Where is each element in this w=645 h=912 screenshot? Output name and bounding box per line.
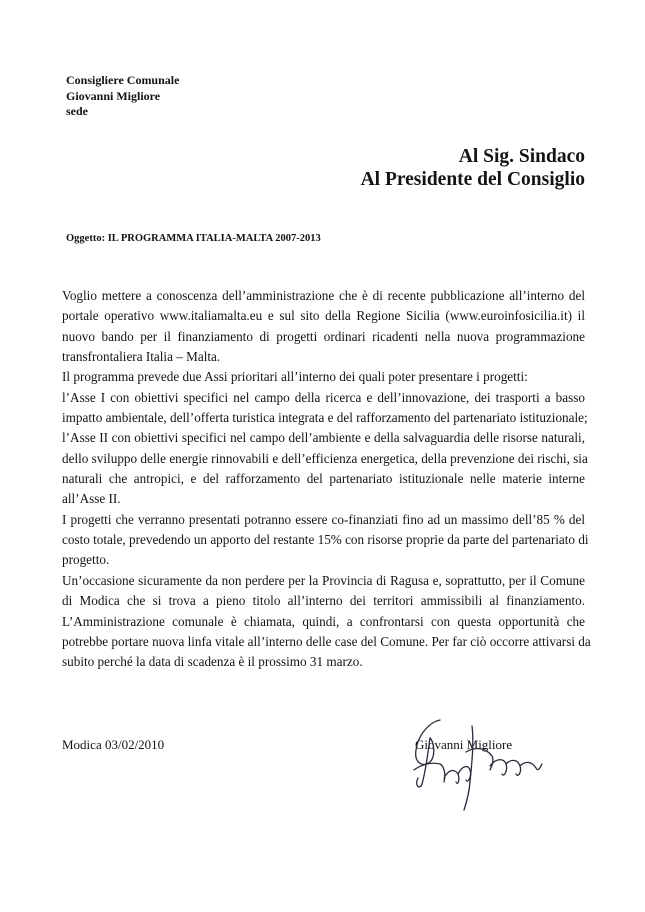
body-line: progetto.	[62, 552, 110, 568]
body-line: costo totale, prevedendo un apporto del restante 15% con risorse proprie da parte del partenariato di	[62, 532, 589, 548]
body-line: subito perché la data di scadenza è il prossimo 31 marzo.	[62, 654, 363, 670]
signatory-name: Giovanni Migliore	[415, 737, 513, 752]
recipient-block	[361, 145, 585, 191]
body-line: Il programma prevede due Assi prioritari all’interno dei quali poter presentare i progetti:	[62, 369, 528, 385]
subject-line: Oggetto: IL PROGRAMMA ITALIA-MALTA 2007-2013	[66, 233, 321, 244]
body-line: Un’occasione sicuramente da non perdere per la Provincia di Ragusa e, soprattutto, per il Comune	[62, 572, 585, 588]
body-line: dello sviluppo delle energie rinnovabili e dell’efficienza energetica, della prevenzione dei rischi, sia	[62, 450, 588, 466]
handwritten-signature	[400, 712, 550, 812]
body-line: naturali che antropici, e del rafforzamento del partenariato istituzionale nelle materie interne	[62, 471, 585, 487]
letter-body	[62, 286, 591, 673]
body-line: impatto ambientale, dell’offerta turistica integrata e del rafforzamento del partenariato istituzionale;	[62, 410, 588, 426]
recipient-mayor: Al Sig. Sindaco	[458, 146, 585, 167]
sender-block	[66, 73, 179, 120]
body-line: di Modica che si trova a pieno titolo all’interno dei territori ammissibili al finanziamento.	[62, 593, 585, 609]
body-line: portale operativo www.italiamalta.eu e sul sito della Regione Sicilia (www.euroinfosicilia.it) il	[62, 308, 585, 324]
recipient-council-president: Al Presidente del Consiglio	[360, 169, 585, 190]
body-line: l’Asse I con obiettivi specifici nel campo della ricerca e dell’innovazione, dei trasporti a basso	[62, 389, 585, 405]
sender-role: Consigliere Comunale	[66, 73, 180, 87]
sender-name: Giovanni Migliore	[66, 88, 161, 103]
body-line: all’Asse II.	[62, 491, 121, 507]
place-and-date: Modica 03/02/2010	[62, 737, 165, 752]
body-line: nuovo bando per il finanziamento di progetti ordinari ricadenti nella nuova programmazione	[62, 328, 585, 344]
body-line: L’Amministrazione comunale è chiamata, quindi, a confrontarsi con questa opportunità che	[62, 613, 585, 629]
body-line: potrebbe portare nuova linfa vitale all’interno delle case del Comune. Per far ciò occorre attivarsi da	[62, 633, 591, 649]
sender-location: sede	[66, 104, 88, 118]
body-line: l’Asse II con obiettivi specifici nel campo dell’ambiente e della salvaguardia delle risorse naturali,	[62, 430, 585, 446]
body-line: Voglio mettere a conoscenza dell’amministrazione che è di recente pubblicazione all’interno del	[62, 288, 585, 303]
body-line: I progetti che verranno presentati potranno essere co-finanziati fino ad un massimo dell’85 % del	[62, 511, 585, 527]
body-line: transfrontaliera Italia – Malta.	[62, 349, 221, 365]
